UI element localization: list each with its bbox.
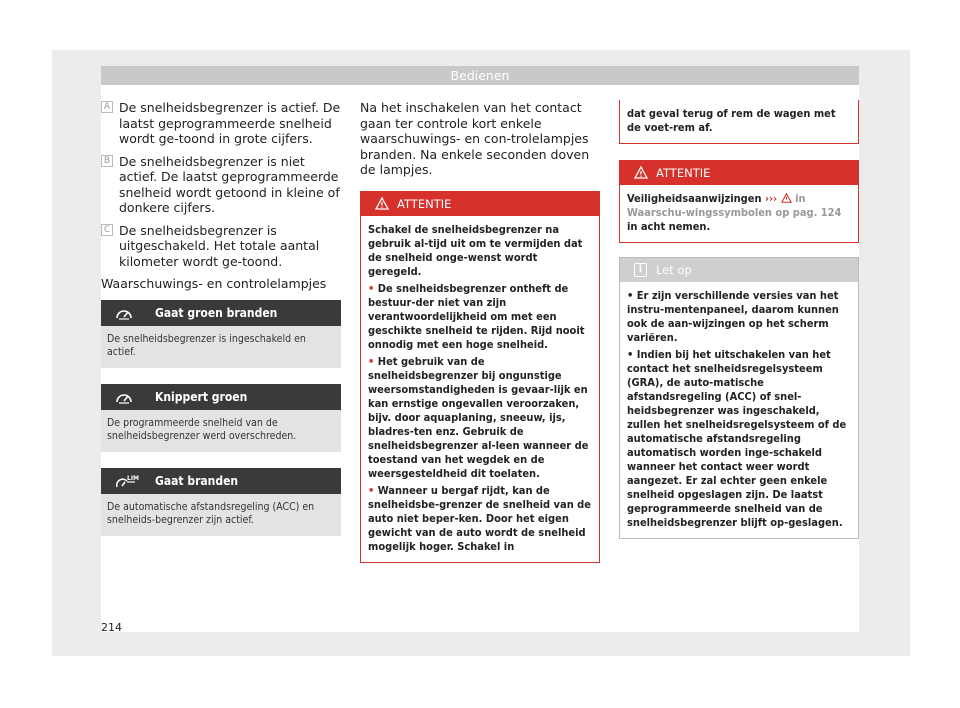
lamp-header	[101, 384, 341, 410]
legend-text-b: De snelheidsbegrenzer is niet actief. De laatst geprogrammeerde snelheid wordt getoond in kleine of donkere cijfers.	[119, 153, 340, 215]
lamp-header	[101, 300, 341, 326]
legend-item-c	[101, 223, 341, 270]
svg-text:LIM: LIM	[127, 474, 140, 482]
speed-limiter-icon	[115, 305, 133, 321]
warning-body	[361, 216, 599, 562]
attention-body	[620, 185, 858, 242]
legend-item-b	[101, 154, 341, 216]
lamp-description: De programmeerde snelheid van de snelheidsbegrenzer werd overschreden.	[101, 410, 341, 452]
warning-triangle-icon	[634, 166, 648, 179]
reference-arrows: ›››	[764, 192, 778, 205]
acc-limiter-icon	[115, 473, 140, 489]
warning-bullet	[368, 484, 592, 554]
attention-text: Veiligheidsaanwijzingen	[627, 192, 762, 205]
continuation-text: dat geval terug of rem de wagen met de voet-rem af.	[627, 107, 836, 134]
lamp-header	[101, 468, 341, 494]
bullet-dot: •	[368, 354, 378, 368]
attention-title: ATTENTIE	[656, 166, 711, 180]
bullet-text: Wanneer u bergaf rijdt, kan de snelheidsbe-grenzer de snelheid van de auto niet beper-ken. Door het eigen gewicht van de auto wordt de snelheid mogelijk hoger. Schakel in	[368, 483, 591, 553]
section-title: Waarschuwings- en controlelampjes	[101, 276, 327, 291]
bullet-text: Het gebruik van de snelheidsbegrenzer bij ongunstige weersomstandigheden is gevaar-lijk en kan ernstige ongevallen veroorzaken, bijv. door aquaplaning, sneeuw, ijs, bladres-ten enz. Gebruik de snelheidsbegrenzer al-leen wanneer de toestand van het wegdek en de weersgesteldheid dit toelaten.	[368, 354, 589, 480]
bullet-dot: •	[368, 281, 378, 295]
note-bullet	[627, 348, 851, 530]
lamp-box-green-on	[101, 300, 341, 368]
legend-letter-b: B	[101, 155, 113, 167]
legend-text-c: De snelheidsbegrenzer is uitgeschakeld. Het totale aantal kilometer wordt ge-toond.	[119, 222, 320, 269]
lamp-description: De snelheidsbegrenzer is ingeschakeld en actief.	[101, 326, 341, 368]
bullet-text: Indien bij het uitschakelen van het contact het snelheidsregelsysteem (GRA), de auto-matische afstandsregeling (ACC) of snel-heidsbegrenzer was ingeschakeld, zullen het snelheidsregelsysteem of de automatische afstandsregeling automatisch worden inge-schakeld wanneer het contact weer wordt aangezet. Er zal echter geen enkele snelheid opgeslagen zijn. De laatst geprogrammeerde snelheid van de snelheidsbegrenzer blijft op-geslagen.	[627, 348, 847, 529]
legend-letter-c: C	[101, 224, 113, 236]
warning-title: ATTENTIE	[397, 196, 452, 211]
warning-lead: Schakel de snelheidsbegrenzer na gebruik al-tijd uit om te vermijden dat de snelheid onge-wenst wordt geregeld.	[368, 222, 583, 278]
lamp-box-acc	[101, 468, 341, 536]
page-number: 214	[101, 621, 122, 634]
note-header	[620, 258, 858, 282]
speed-limiter-icon	[115, 389, 133, 405]
note-bullet	[627, 289, 851, 345]
column-left	[101, 100, 341, 552]
bullet-dot: •	[627, 348, 637, 361]
warning-box	[360, 191, 600, 563]
lamp-label: Gaat branden	[155, 473, 239, 488]
lamp-description: De automatische afstandsregeling (ACC) en snelheids-begrenzer zijn actief.	[101, 494, 341, 536]
attention-box	[619, 160, 859, 243]
bullet-dot: •	[368, 483, 378, 497]
warning-bullet	[368, 355, 592, 481]
page-reference-link[interactable]: in Waarschu-wingssymbolen op pag. 124	[627, 192, 842, 219]
info-icon: i	[634, 263, 647, 277]
note-box	[619, 257, 859, 539]
note-body	[620, 282, 858, 538]
warning-triangle-icon	[781, 193, 792, 203]
lamp-label: Knippert groen	[155, 389, 248, 404]
legend-letter-a: A	[101, 101, 113, 113]
column-right	[619, 100, 859, 539]
warning-header	[361, 192, 599, 216]
lamp-label: Gaat groen branden	[155, 305, 278, 320]
bullet-text: Er zijn verschillende versies van het instru-mentenpaneel, daarom kunnen ook de aan-wijzingen op het scherm variëren.	[627, 289, 839, 344]
column-middle	[360, 100, 600, 563]
bullet-dot: •	[627, 289, 637, 302]
warning-bullet	[368, 282, 592, 352]
legend-text-a: De snelheidsbegrenzer is actief. De laatst geprogrammeerde snelheid wordt ge-toond in grote cijfers.	[119, 100, 341, 146]
attention-text-end: in acht nemen.	[627, 220, 711, 233]
legend-item-a	[101, 100, 341, 147]
note-title: Let op	[656, 263, 692, 277]
warning-continuation	[619, 100, 859, 144]
bullet-text: De snelheidsbegrenzer ontheft de bestuur-der niet van zijn verantwoordelijkheid om met een geschikte snelheid te rijden. Rijd nooit onnodig met een hoge snelheid.	[368, 281, 585, 351]
intro-paragraph: Na het inschakelen van het contact gaan ter controle kort enkele waarschuwings- en con-trolelampjes branden. Na enkele seconden doven de lampjes.	[360, 100, 590, 177]
lamp-box-green-blink	[101, 384, 341, 452]
attention-header	[620, 161, 858, 185]
page-header: Bedienen	[101, 66, 859, 85]
warning-triangle-icon	[375, 197, 389, 210]
